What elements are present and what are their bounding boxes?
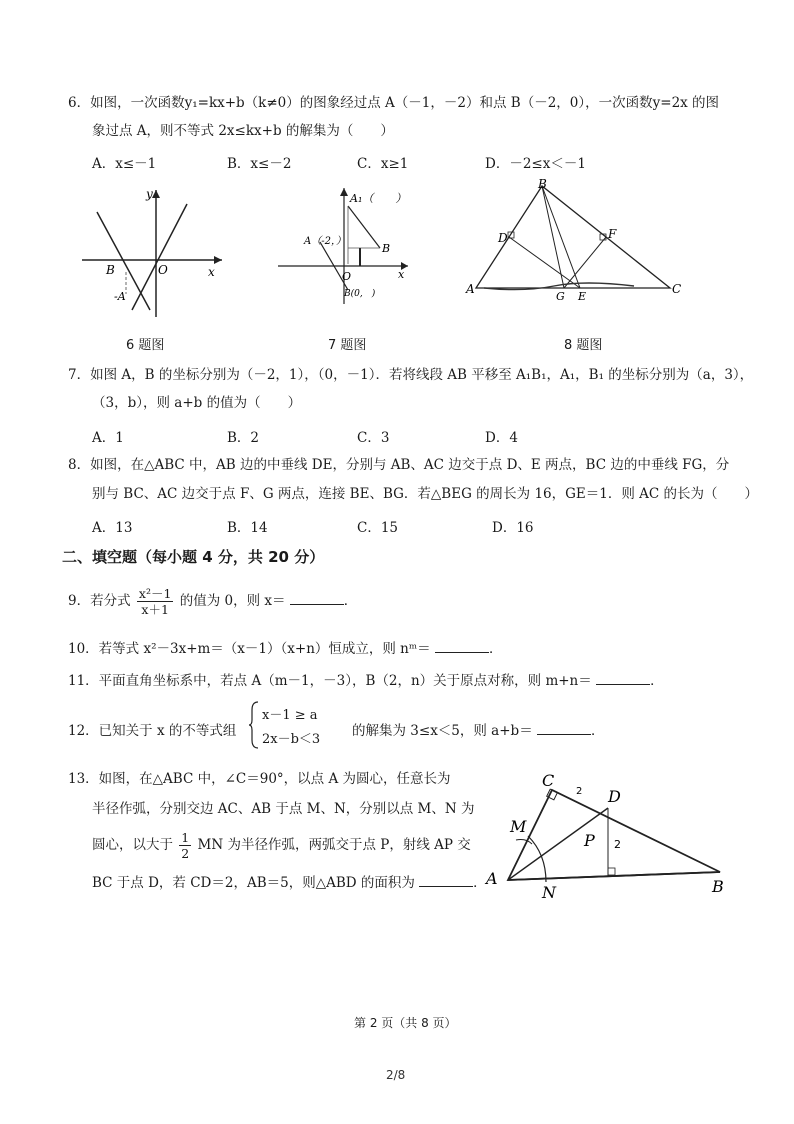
fig7-a1-label: A₁（ ）	[350, 192, 407, 205]
q8-option-a[interactable]: A．13	[92, 520, 133, 536]
figure-8	[464, 176, 694, 306]
fig7-o-label: O	[342, 270, 352, 283]
page-counter: 2/8	[386, 1068, 406, 1082]
fig8-e-label: E	[578, 290, 587, 303]
fig8-g-label: G	[556, 290, 565, 303]
fig8-b-label: B	[538, 177, 547, 191]
q13-line3a: 圆心，以大于	[92, 837, 173, 853]
fig6-b-label: B	[106, 263, 115, 277]
q6-option-d[interactable]: D．－2≤x＜－1	[485, 156, 586, 172]
q9-numerator: x²－1	[138, 586, 172, 601]
q8-option-c[interactable]: C．15	[357, 520, 399, 536]
q13-line1: 13．如图，在△ABC 中，∠C＝90°，以点 A 为圆心，任意长为	[68, 771, 451, 787]
fig6-a-label: -A	[114, 290, 126, 303]
fig7-x-label: x	[398, 268, 405, 281]
q7-option-a[interactable]: A．1	[92, 430, 124, 446]
q7-line2: （3，b），则 a+b 的值为（ ）	[92, 395, 302, 411]
q7-line1: 7．如图 A，B 的坐标分别为（－2，1），（0，－1）．若将线段 AB 平移至 A₁B₁，A₁，B₁ 的坐标分别为（a，3），	[68, 367, 754, 383]
fig6-y-label: y	[146, 187, 153, 201]
q10: 10．若等式 x²－3x+m＝（x－1）（x+n）恒成立，则 nᵐ＝ ．	[68, 641, 503, 657]
fig8-a-label: A	[466, 282, 475, 296]
fig13-dh-length: 2	[614, 838, 621, 851]
q12-post: 的解集为 3≤x＜5，则 a+b＝	[352, 723, 533, 739]
fig13-m-label: M	[510, 817, 527, 836]
fig13-cd-length: 2	[576, 786, 583, 797]
q6-option-c[interactable]: C．x≥1	[357, 156, 409, 172]
q8-option-d[interactable]: D．16	[492, 520, 534, 536]
q13-line4: BC 于点 D，若 CD＝2，AB＝5，则△ABD 的面积为	[92, 875, 415, 891]
q12-pre: 12．已知关于 x 的不等式组	[68, 723, 237, 739]
q12-brace	[248, 700, 260, 750]
fig13-a-label: A	[486, 869, 498, 888]
q11-answer-blank[interactable]	[596, 672, 650, 685]
q12-inequality-1: x－1 ≥ a	[262, 708, 318, 723]
q13-answer-blank[interactable]	[419, 874, 473, 887]
figure-7	[276, 184, 436, 324]
q13-line3	[92, 830, 471, 861]
fig13-n-label: N	[542, 883, 556, 902]
fig8-d-label: D	[498, 231, 508, 245]
q7-option-d[interactable]: D．4	[485, 430, 518, 446]
section-heading-fill-in: 二、填空题（每小题 4 分，共 20 分）	[62, 548, 325, 566]
fig7-a-label: A（-2，）	[304, 236, 346, 247]
q13-frac-den: 2	[181, 846, 190, 861]
q6-option-b[interactable]: B．x≤－2	[227, 156, 292, 172]
fig7-b1-label: B(0, )	[344, 289, 376, 299]
fig8-f-label: F	[608, 227, 617, 241]
q9-pre: 9．若分式	[68, 593, 131, 609]
fig13-p-label: P	[584, 831, 595, 850]
q9-denominator: x＋1	[141, 602, 169, 617]
q10-answer-blank[interactable]	[435, 640, 489, 653]
q9: 9．若分式 $\frac{\text{x²－1}}{x+1}$ 的值为 0，则 x＝ ．	[68, 586, 358, 617]
fig6-caption: 6 题图	[126, 338, 165, 353]
q13-fraction	[179, 830, 191, 861]
fig7-caption: 7 题图	[328, 338, 367, 353]
q11-text: 11．平面直角坐标系中，若点 A（m－1，－3），B（2，n）关于原点对称，则 m+n＝	[68, 673, 592, 689]
q6-line2: 象过点 A，则不等式 2x≤kx+b 的解集为（ ）	[92, 123, 394, 139]
q6-option-a[interactable]: A．x≤－1	[92, 156, 157, 172]
q7-option-b[interactable]: B．2	[227, 430, 260, 446]
fig13-c-label: C	[542, 771, 555, 790]
figure-6	[72, 182, 232, 322]
fig13-d-label: D	[608, 787, 621, 806]
q12-inequality-2: 2x－b＜3	[262, 732, 321, 747]
q13-line2: 半径作弧，分别交边 AC、AB 于点 M、N，分别以点 M、N 为	[92, 801, 475, 817]
fig13-b-label: B	[712, 877, 724, 896]
q13-frac-num: 1	[181, 830, 190, 845]
fig8-c-label: C	[672, 282, 682, 296]
q12-answer-blank[interactable]	[537, 722, 591, 735]
q7-option-c[interactable]: C．3	[357, 430, 390, 446]
q13-line4-wrap: BC 于点 D，若 CD＝2，AB＝5，则△ABD 的面积为 ．	[92, 875, 487, 891]
q11: 11．平面直角坐标系中，若点 A（m－1，－3），B（2，n）关于原点对称，则 m+n＝ ．	[68, 673, 664, 689]
q6-line1: 6．如图，一次函数y₁=kx+b（k≠0）的图象经过点 A（－1，－2）和点 B（－2，0），一次函数y=2x 的图	[68, 95, 720, 111]
fig7-b-label: B	[382, 242, 391, 255]
q8-line1: 8．如图，在△ABC 中，AB 边的中垂线 DE，分别与 AB、AC 边交于点 D、E 两点，BC 边的中垂线 FG，分	[68, 457, 730, 473]
figure-13	[484, 768, 744, 904]
q8-line2: 别与 BC、AC 边交于点 F、G 两点，连接 BE、BG．若△BEG 的周长为 16，GE＝1．则 AC 的长为（ ）	[92, 486, 759, 502]
q8-option-b[interactable]: B．14	[227, 520, 268, 536]
q9-post: 的值为 0，则 x＝	[179, 593, 286, 609]
q12-post-line: 的解集为 3≤x＜5，则 a+b＝ ．	[352, 723, 605, 739]
fig6-o-label: O	[158, 263, 168, 277]
q9-answer-blank[interactable]	[290, 592, 344, 605]
q9-fraction	[137, 586, 174, 617]
q13-line3b: MN 为半径作弧，两弧交于点 P，射线 AP 交	[197, 837, 471, 853]
fig8-caption: 8 题图	[564, 338, 603, 353]
q10-text: 10．若等式 x²－3x+m＝（x－1）（x+n）恒成立，则 nᵐ＝	[68, 641, 431, 657]
page-footer: 第 2 页（共 8 页）	[354, 1016, 457, 1030]
fig6-x-label: x	[208, 265, 215, 279]
